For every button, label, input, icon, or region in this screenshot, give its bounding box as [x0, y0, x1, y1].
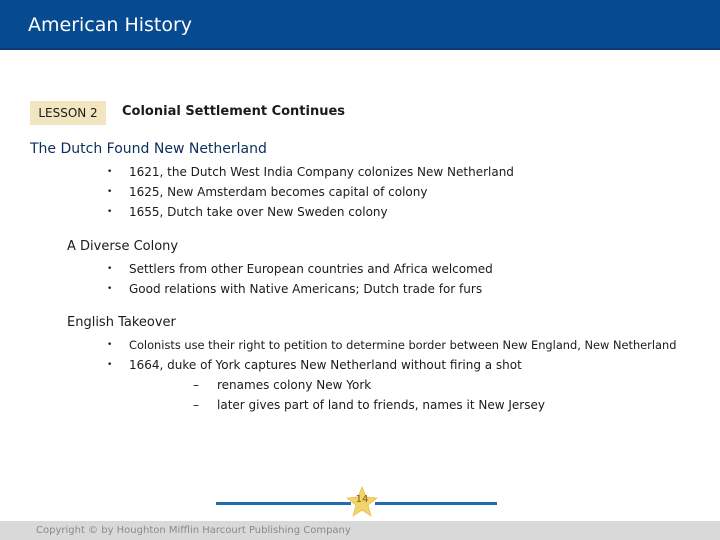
dash-marker: – — [193, 398, 199, 412]
bullet-marker: • — [107, 264, 113, 274]
header-bar — [0, 0, 720, 50]
bullet-text: 1625, New Amsterdam becomes capital of colony — [129, 185, 428, 199]
bullet-marker: • — [107, 284, 113, 294]
sub-bullet-text: renames colony New York — [217, 378, 372, 392]
bullet-text: 1655, Dutch take over New Sweden colony — [129, 205, 388, 219]
bullet-text: Good relations with Native Americans; Dutch trade for furs — [129, 282, 483, 296]
footer-bar — [0, 521, 720, 540]
bullet-text: Colonists use their right to petition to determine border between New England, New Netherland — [129, 338, 677, 352]
lesson-title: Colonial Settlement Continues — [122, 104, 346, 119]
course-title: American History — [28, 14, 193, 36]
bullet-marker: • — [107, 187, 113, 197]
bullet-text: 1664, duke of York captures New Netherland without firing a shot — [129, 358, 522, 372]
page-divider-left — [216, 502, 351, 505]
page-number: 14 — [355, 494, 369, 505]
sub-bullet-text: later gives part of land to friends, names it New Jersey — [217, 398, 545, 412]
bullet-marker: • — [107, 167, 113, 177]
section-title-dutch: The Dutch Found New Netherland — [30, 141, 267, 157]
bullet-marker: • — [107, 340, 113, 350]
page-divider-right — [375, 502, 497, 505]
dash-marker: – — [193, 378, 199, 392]
bullet-marker: • — [107, 207, 113, 217]
bullet-text: Settlers from other European countries and Africa welcomed — [129, 262, 493, 276]
bullet-marker: • — [107, 360, 113, 370]
copyright-text: Copyright © by Houghton Mifflin Harcourt Publishing Company — [36, 525, 351, 536]
section-title-diverse: A Diverse Colony — [67, 239, 179, 254]
bullet-text: 1621, the Dutch West India Company colonizes New Netherland — [129, 165, 514, 179]
lesson-badge: LESSON 2 — [30, 101, 106, 125]
section-title-english: English Takeover — [67, 315, 176, 330]
